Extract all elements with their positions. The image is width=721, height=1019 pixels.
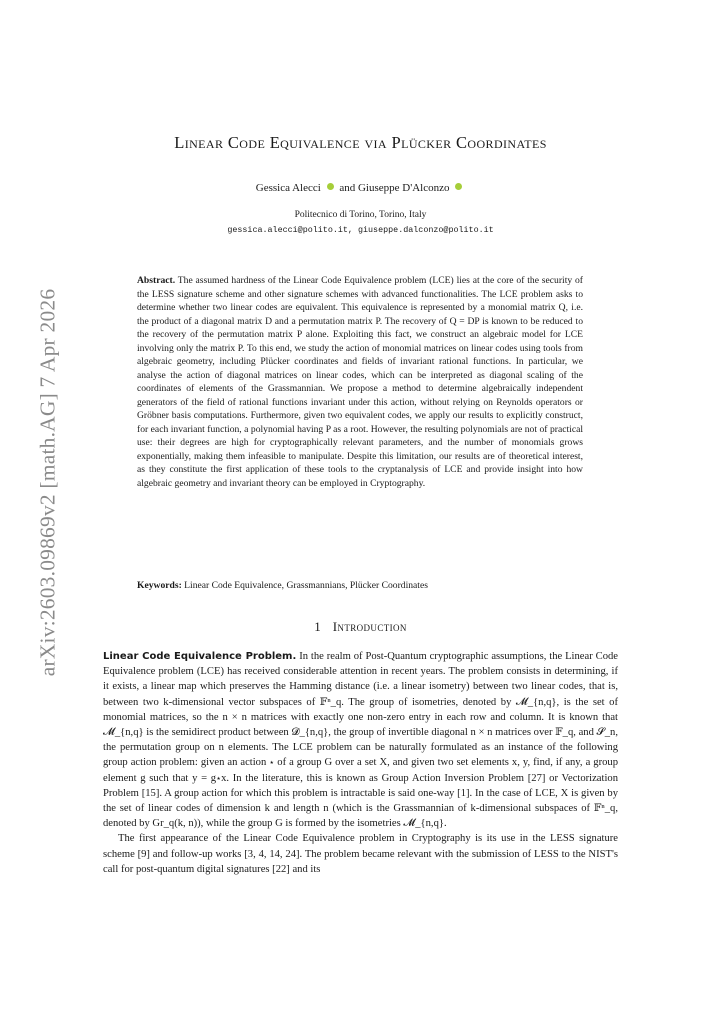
abstract <box>137 274 583 490</box>
affiliation: Politecnico di Torino, Torino, Italy <box>294 210 427 220</box>
arxiv-identifier <box>35 288 60 676</box>
body-paragraph <box>103 831 618 877</box>
keywords-label: Keywords: <box>137 580 182 591</box>
paragraph-runin-heading: Linear Code Equivalence Problem. <box>103 651 297 662</box>
body-text <box>103 649 618 877</box>
section-heading <box>0 619 721 635</box>
orcid-icon[interactable] <box>327 183 334 190</box>
section-number: 1 <box>314 619 321 634</box>
body-paragraph <box>103 649 618 831</box>
paper-title: Linear Code Equivalence via Plücker Coordinates <box>174 133 547 152</box>
author-joiner: and <box>339 182 356 194</box>
keywords-text: Linear Code Equivalence, Grassmannians, Plücker Coordinates <box>184 580 428 591</box>
author-line <box>0 182 721 194</box>
keywords <box>137 580 583 591</box>
abstract-text: The assumed hardness of the Linear Code Equivalence problem (LCE) lies at the core of the security of the LESS signature scheme and other signature schemes with advanced functionalities. The LCE problem asks to determine whether two linear codes are equivalent. This equivalence is represented by a monomial matrix Q, i.e. the product of a diagonal matrix D and a permutation matrix P. The recovery of Q = DP is known to be reduced to the recovery of the permutation matrix P alone. Exploiting this fact, we construct an algebraic model for LCE involving only the matrix P. To this end, we study the action of monomial matrices on linear codes using tools from algebraic geometry, including Plücker coordinates and fields of invariant rational functions. In particular, we analyse the action of diagonal matrices on linear codes, which can be interpreted as diagonal scaling of the coordinates of elements of the Grassmannian. We propose a method to determine algebraically independent generators of the field of rational functions invariant under this action, without relying on Reynolds operators or Gröbner basis computations. Furthermore, given two equivalent codes, we apply our results to explicitly construct, for each invariant function, a polynomial having P as a root. However, the resulting polynomials are not of practical use: their degrees are high for cryptographically relevant parameters, and the number of monomials grows exponentially, making them infeasible to manipulate. Despite this limitation, our results are of theoretical interest, as they constitute the first application of these tools to the cryptanalysis of LCE and provide insight into how algebraic geometry and invariant theory can be employed in Cryptography. <box>137 275 583 489</box>
paragraph-text: The first appearance of the Linear Code Equivalence problem in Cryptography is its use in the LESS signature scheme [9] and follow-up works [3, 4, 14, 24]. The problem became relevant with the submission of LESS to the NIST's call for post-quantum digital signatures [22] and its <box>103 833 618 875</box>
author-name: Giuseppe D'Alconzo <box>357 182 450 194</box>
author-emails: gessica.alecci@polito.it, giuseppe.dalconzo@polito.it <box>227 225 494 235</box>
arxiv-identifier-text: arXiv:2603.09869v2 [math.AG] 7 Apr 2026 <box>35 288 59 676</box>
section-title: Introduction <box>332 619 407 634</box>
paragraph-text: In the realm of Post-Quantum cryptographic assumptions, the Linear Code Equivalence problem (LCE) has received considerable attention in recent years. The problem consists in determining, if it exists, a linear map which preserves the Hamming distance (i.e. a linear isometry) between two linear codes, that is, between two k-dimensional vector subspaces of 𝔽ⁿ_q. The group of isometries, denoted by 𝓜_{n,q}, is the set of monomial matrices, so the n × n matrices with exactly one non-zero entry in each row and column. It is known that 𝓜_{n,q} is the semidirect product between 𝓓_{n,q}, the group of invertible diagonal n × n matrices over 𝔽_q, and 𝓢_n, the permutation group on n elements. The LCE problem can be naturally formulated as an instance of the following group action problem: given an action ⋆ of a group G over a set X, and given two set elements x, y, find, if any, a group element g such that y = g⋆x. In the literature, this is known as Group Action Inversion Problem [27] or Vectorization Problem [15]. A group action for which this problem is intractable is said one-way [1]. In the case of LCE, X is given by the set of linear codes of dimension k and length n (which is the Grassmannian of k-dimensional subspaces of 𝔽ⁿ_q, denoted by Gr_q(k, n)), while the group G is formed by the isometries 𝓜_{n,q}. <box>103 651 618 830</box>
orcid-icon[interactable] <box>455 183 462 190</box>
author-name: Gessica Alecci <box>255 182 321 194</box>
abstract-label: Abstract. <box>137 275 176 286</box>
